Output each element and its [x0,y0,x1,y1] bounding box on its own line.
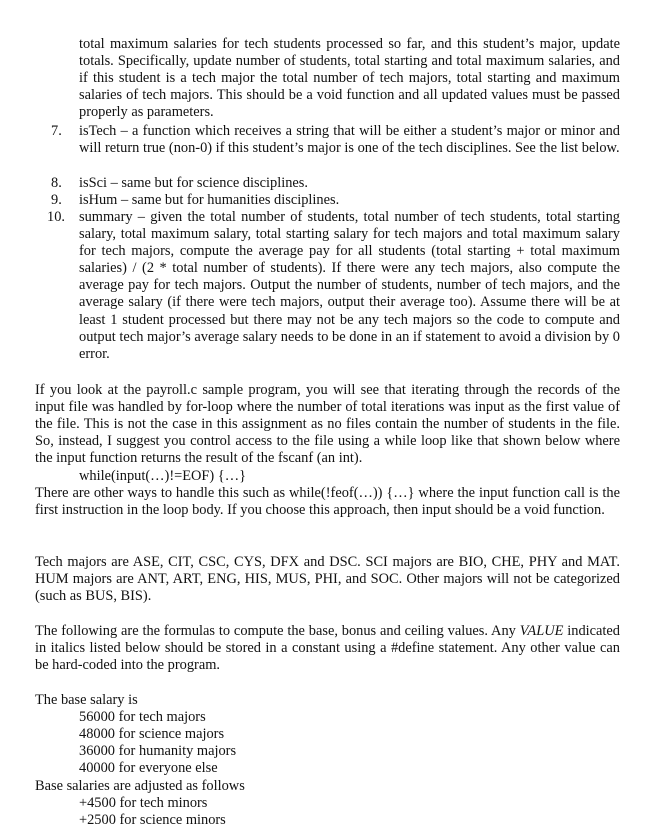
payroll-paragraph: If you look at the payroll.c sample program, you will see that iterating through the records of the input file was handled by for-loop where the number of total iterations was input as the first value of the file. This is not the case in this assignment as no files contain the number of students in the file. So, instead, I suggest you control access to the file using a while loop like that shown below where the input function returns the result of the fscanf (an int). [35,382,620,467]
item-10-number: 10. [47,209,65,225]
formulas-paragraph [35,623,620,674]
item-8-number: 8. [51,175,62,191]
formulas-text-start: The following are the formulas to compute the base, bonus and ceiling values. Any [35,623,520,639]
adjust-tech-minors: +4500 for tech minors [79,795,208,811]
value-italic: VALUE [519,623,564,639]
base-tech: 56000 for tech majors [79,709,206,725]
item-9-text: isHum – same but for humanities disciplines. [79,192,340,208]
item-7-number: 7. [51,123,62,139]
alternative-approach-paragraph: There are other ways to handle this such as while(!feof(…)) {…} where the input function call is the first instruction in the loop body. If you choose this approach, then input should be a void function. [35,485,620,519]
adjust-heading: Base salaries are adjusted as follows [35,778,245,794]
while-loop-code: while(input(…)!=EOF) {…} [79,468,247,484]
item-9-number: 9. [51,192,62,208]
item-6-continuation: total maximum salaries for tech students processed so far, and this student’s major, update totals. Specifically, update number of students, total starting and total maximum salaries, and if this student is a tech major the total number of tech majors, total starting and maximum salaries of tech majors. This should be a void function and all updated values must be passed properly as parameters. [79,36,620,121]
item-7-text: isTech – a function which receives a string that will be either a student’s major or minor and will return true (non-0) if this student’s major is one of the tech disciplines. See the list below. [79,123,620,157]
base-other: 40000 for everyone else [79,760,218,776]
adjust-science-minors: +2500 for science minors [79,812,226,828]
majors-paragraph: Tech majors are ASE, CIT, CSC, CYS, DFX and DSC. SCI majors are BIO, CHE, PHY and MAT. HUM majors are ANT, ART, ENG, HIS, MUS, PHI, and SOC. Other majors will not be categorized (such as BUS, BIS). [35,554,620,605]
formulas-text-end: indicated in italics listed below should be stored in a constant using a #define statement. Any other value can be hard-coded into the program. [35,623,620,674]
base-salary-heading: The base salary is [35,692,138,708]
base-science: 48000 for science majors [79,726,225,742]
base-humanity: 36000 for humanity majors [79,743,237,759]
item-10-text: summary – given the total number of students, total number of tech students, total starting salary, total maximum salary, total starting salary for tech majors and total maximum salary for tech majors, compute the average pay for all students (total starting + total maximum salaries) / (2 * total number of students). If there were any tech majors, also compute the average pay for tech majors. Output the number of students, number of tech majors, and the average salary (if there were tech majors, output their average too). Assume there will be at least 1 student processed but there may not be any tech majors so the code to compute and output tech major’s average salary needs to be done in an if statement to avoid a division by 0 error. [79,209,620,362]
item-8-text: isSci – same but for science disciplines. [79,175,308,191]
